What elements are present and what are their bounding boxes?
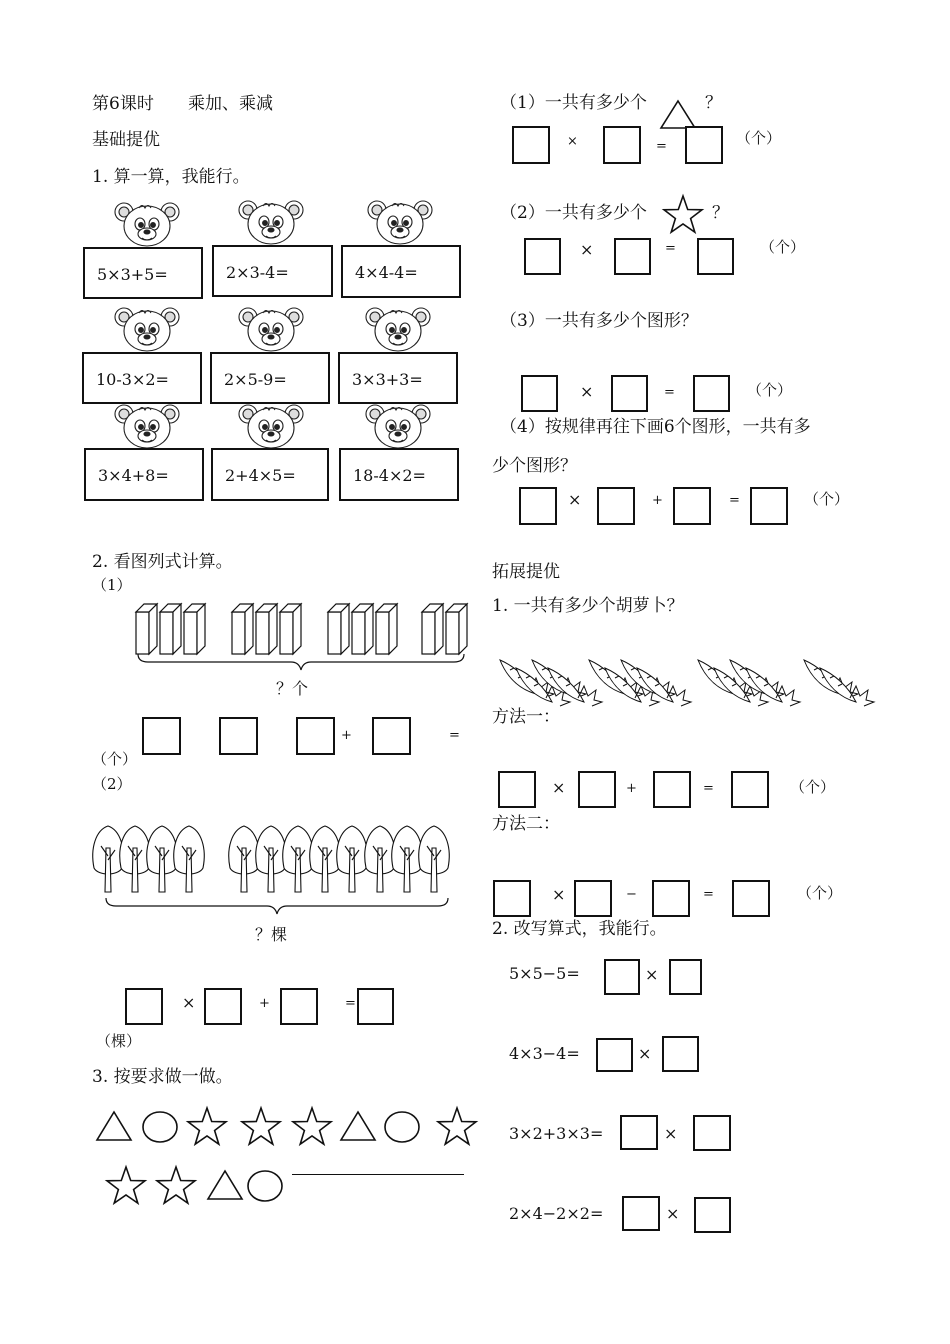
equals-sign: =: [703, 781, 714, 796]
times-sign: ×: [580, 382, 594, 401]
answer-box[interactable]: [578, 771, 616, 808]
answer-box[interactable]: [669, 959, 702, 995]
expr-card: 3×4+8=: [84, 448, 204, 501]
q2-part1-question: ？个: [276, 679, 309, 698]
equals-sign: =: [703, 887, 714, 902]
answer-box[interactable]: [620, 1115, 658, 1150]
section-extended: 拓展提优: [492, 562, 560, 582]
q2-part2-label: （2）: [92, 775, 132, 793]
circle-shape: [248, 1171, 282, 1201]
times-sign: ×: [580, 240, 594, 259]
answer-box[interactable]: [596, 1038, 633, 1072]
answer-box[interactable]: [694, 1197, 731, 1233]
equals-sign: =: [729, 493, 740, 508]
minus-sign: −: [626, 887, 637, 902]
q2-title: 2. 看图列式计算。: [92, 552, 233, 572]
answer-box[interactable]: [662, 1036, 699, 1072]
plus-sign: +: [259, 996, 270, 1011]
expr-card: 10-3×2=: [82, 352, 202, 404]
question-mark: ？: [705, 93, 722, 113]
times-sign: ×: [664, 1124, 678, 1143]
times-sign: ×: [567, 134, 578, 149]
times-sign: ×: [182, 993, 196, 1012]
rewrite-expression: 5×5−5=: [509, 964, 580, 983]
expr-card: 2×5-9=: [210, 352, 330, 404]
answer-box[interactable]: [653, 771, 691, 808]
e1-title: 1. 一共有多少个胡萝卜？: [492, 596, 684, 616]
expr-card: 3×3+3=: [338, 352, 458, 404]
times-sign: ×: [638, 1044, 652, 1063]
star-shape: [438, 1108, 476, 1144]
q1-title: 1. 算一算，我能行。: [92, 167, 250, 187]
times-sign: ×: [645, 965, 659, 984]
unit-label: （个）: [92, 750, 138, 768]
unit-label: （个）: [797, 884, 843, 902]
r2-question: （2）一共有多少个: [500, 203, 647, 223]
unit-label: （个）: [790, 778, 836, 796]
method-one-label: 方法一：: [492, 707, 560, 727]
answer-box[interactable]: [604, 959, 640, 995]
unit-label: （个）: [747, 381, 793, 399]
expr-card: 2×3-4=: [212, 245, 333, 297]
triangle-shape: [208, 1171, 242, 1199]
triangle-shape: [341, 1112, 375, 1140]
rewrite-expression: 2×4−2×2=: [509, 1204, 604, 1223]
answer-box[interactable]: [493, 880, 531, 917]
answer-box[interactable]: [693, 1115, 731, 1151]
unit-label: （个）: [760, 238, 806, 256]
plus-sign: +: [626, 781, 637, 796]
section-basic: 基础提优: [92, 130, 160, 150]
expr-card: 2+4×5=: [211, 448, 329, 501]
triangle-shape: [97, 1112, 131, 1140]
times-sign: ×: [552, 778, 566, 797]
method-two-label: 方法二：: [492, 814, 560, 834]
unit-label: （个）: [736, 129, 782, 147]
equals-sign: =: [656, 139, 667, 154]
star-shape: [107, 1167, 145, 1203]
star-shape: [157, 1167, 195, 1203]
rewrite-expression: 3×2+3×3=: [509, 1124, 604, 1143]
equals-sign: =: [345, 996, 356, 1011]
circle-shape: [143, 1112, 177, 1142]
r3-question: （3）一共有多少个图形？: [500, 311, 698, 331]
expr-card: 5×3+5=: [83, 247, 203, 299]
equals-sign: =: [665, 241, 676, 256]
times-sign: ×: [568, 490, 582, 509]
answer-line[interactable]: [292, 1174, 464, 1175]
answer-box[interactable]: [574, 880, 612, 917]
plus-sign: +: [652, 493, 663, 508]
times-sign: ×: [552, 885, 566, 904]
e2-title: 2. 改写算式，我能行。: [492, 919, 667, 939]
answer-box[interactable]: [731, 771, 769, 808]
unit-label: （棵）: [96, 1032, 142, 1050]
plus-sign: +: [341, 728, 352, 743]
answer-box[interactable]: [652, 880, 690, 917]
answer-box[interactable]: [498, 771, 536, 808]
times-sign: ×: [666, 1204, 680, 1223]
question-mark: ？: [712, 203, 729, 223]
rewrite-expression: 4×3−4=: [509, 1044, 580, 1063]
star-shape: [242, 1108, 280, 1144]
q2-part2-question: ？棵: [255, 925, 288, 944]
unit-label: （个）: [804, 490, 850, 508]
lesson-topic: 乘加、乘减: [188, 94, 273, 114]
q3-title: 3. 按要求做一做。: [92, 1067, 233, 1087]
circle-shape: [385, 1112, 419, 1142]
answer-box[interactable]: [622, 1196, 660, 1231]
expr-card: 4×4-4=: [341, 245, 461, 298]
lesson-number: 第6课时: [92, 94, 154, 114]
r1-question: （1）一共有多少个: [500, 93, 647, 113]
equals-sign: =: [664, 385, 675, 400]
r4-question-line2: 少个图形？: [492, 456, 577, 476]
star-shape: [293, 1108, 331, 1144]
star-shape: [188, 1108, 226, 1144]
r4-question-line1: （4）按规律再往下画6个图形，一共有多: [500, 417, 811, 437]
q2-part1-label: （1）: [92, 576, 132, 594]
answer-box[interactable]: [732, 880, 770, 917]
expr-card: 18-4×2=: [339, 448, 459, 501]
equals-sign: =: [449, 728, 460, 743]
